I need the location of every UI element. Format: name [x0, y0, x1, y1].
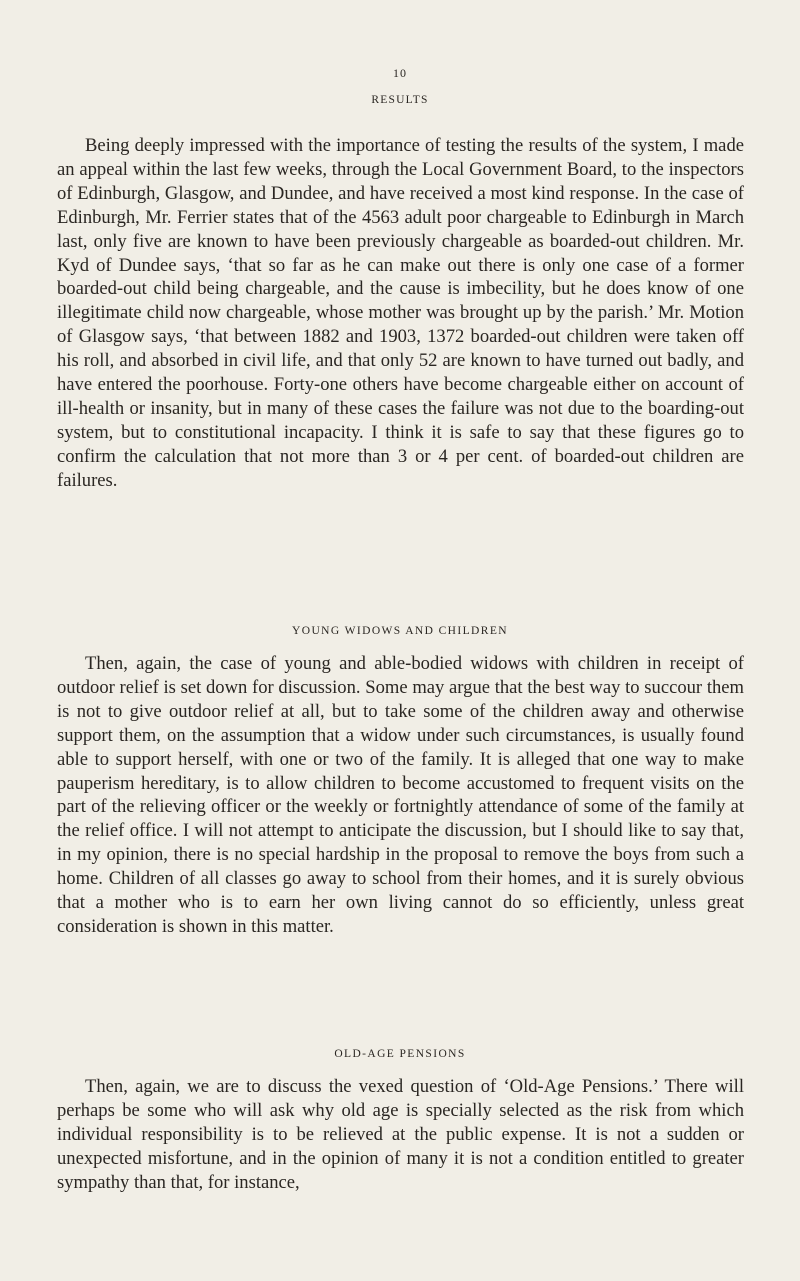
young-widows-heading: YOUNG WIDOWS AND CHILDREN	[292, 625, 508, 637]
old-age-paragraph: Then, again, we are to discuss the vexed question of ‘Old-Age Pensions.’ There will perhaps be some who will ask why old age is specially selected as the risk from which individual responsibility is to be relieved at the public expense. It is not a sudden or unexpected misfortune, and in the opinion of many it is not a condition entitled to greater sympathy than that, for instance,	[57, 1076, 744, 1193]
young-widows-paragraph: Then, again, the case of young and able-bodied widows with children in receipt of outdoor relief is set down for discussion. Some may argue that the best way to succour them is not to give outdoor relief at all, but to take some of the children away and otherwise support them, on the assumption that a widow under such circumstances, is usually found able to support herself, with one or two of the family. It is alleged that one way to make pauperism hereditary, is to allow children to become accustomed to frequent visits on the part of the relieving officer or the weekly or fortnightly attendance of some of the family at the relief office. I will not attempt to anticipate the discussion, but I should like to say that, in my opinion, there is no special hardship in the proposal to remove the boys from such a home. Children of all classes go away to school from their homes, and it is surely obvious that a mother who is to earn her own living cannot do so efficiently, unless great consideration is shown in this matter.	[57, 653, 744, 937]
running-head: RESULTS	[371, 94, 429, 106]
old-age-heading: OLD-AGE PENSIONS	[334, 1048, 466, 1060]
page-number: 10	[393, 66, 407, 80]
results-paragraph: Being deeply impressed with the importance of testing the results of the system, I made an appeal within the last few weeks, through the Local Government Board, to the inspectors of Edinburgh, Glasgow, and Dundee, and have received a most kind response. In the case of Edinburgh, Mr. Ferrier states that of the 4563 adult poor chargeable to Edinburgh in March last, only five are known to have been previously chargeable as boarded-out children. Mr. Kyd of Dundee says, ‘that so far as he can make out there is only one case of a former boarded-out child being chargeable, and the cause is imbecility, but he does know of one illegitimate child now chargeable, whose mother was brought up by the parish.’ Mr. Motion of Glasgow says, ‘that between 1882 and 1903, 1372 boarded-out children were taken off his roll, and absorbed in civil life, and that only 52 are known to have turned out badly, and have entered the poorhouse. Forty-one others have become chargeable either on account of ill-health or insanity, but in many of these cases the failure was not due to the boarding-out system, but to constitutional incapacity. I think it is safe to say that these figures go to confirm the calculation that not more than 3 or 4 per cent. of boarded-out children are failures.	[57, 135, 744, 491]
